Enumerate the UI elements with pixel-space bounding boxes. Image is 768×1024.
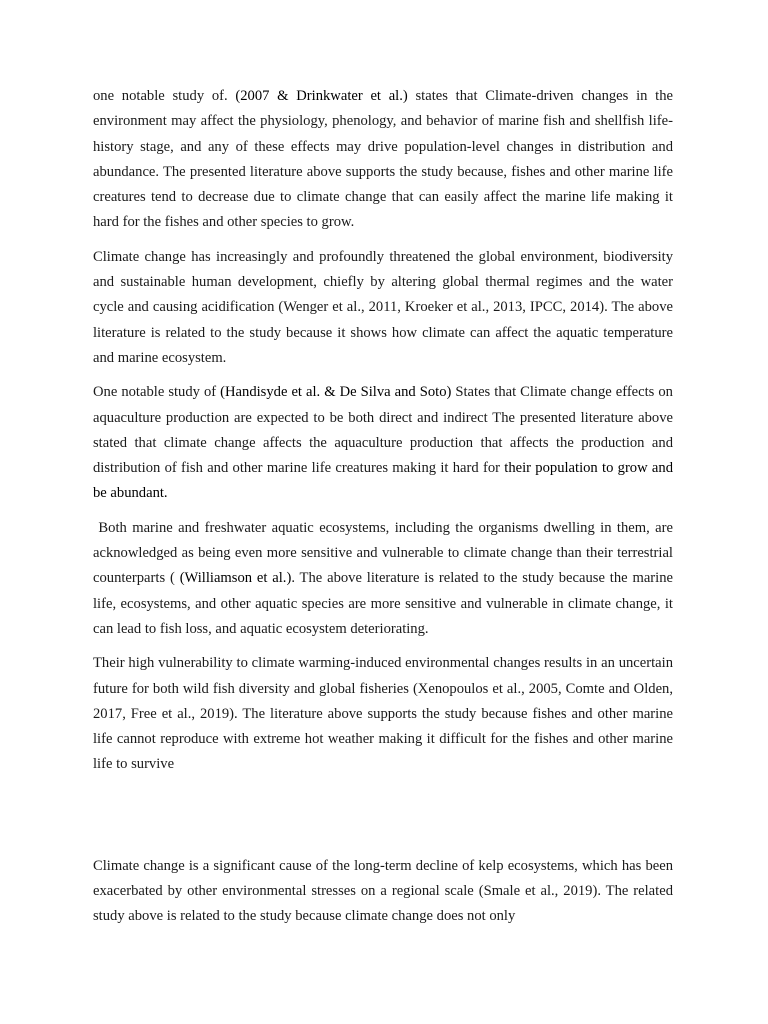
paragraph-smale: [93, 854, 673, 930]
citation: (Williamson et al.): [179, 570, 292, 587]
text-segment: States that Climate change effects on aquaculture production are expected to be both direct and indirect The presented literature above stated that climate change affects the aquaculture production that affects the production and distribution of fish and other marine life creatures making it hard for: [93, 384, 673, 477]
paragraph-xenopoulos: [93, 651, 673, 777]
text-segment: states that Climate-driven changes in the environment may affect the physiology, phenology, and behavior of marine fish and shellfish life-history stage, and any of these effects may drive population-level changes in distribution and abundance. The presented literature above supports the study because, fishes and other marine life creatures tend to decrease due to climate change that can easily affect the marine life making it hard for the fishes and other species to grow.: [93, 88, 673, 231]
paragraph-williamson: [93, 516, 673, 642]
paragraph-drinkwater: [93, 84, 673, 236]
text-segment: . The above literature is related to the study because the marine life, ecosystems, and other aquatic species are more sensitive and vulnerable in climate change, it can lead to fish loss, and aquatic ecosystem deteriorating.: [93, 570, 673, 637]
blank-space: [93, 787, 673, 854]
text-segment: Climate change is a significant cause of the long-term decline of kelp ecosystems, which has been exacerbated by other environmental stresses on a regional scale (Smale et al., 2019). The related study above is related to the study because climate change does not only: [93, 857, 673, 925]
text-segment: their population to grow and be abundant.: [93, 460, 673, 502]
citation: (Handisyde et al. & De Silva and Soto): [220, 384, 452, 401]
document-page: [93, 84, 673, 939]
text-segment: Both marine and freshwater aquatic ecosystems, including the organisms dwelling in them, are acknowledged as being even more sensitive and vulnerable to climate change than their terrestrial counterparts (: [93, 519, 673, 587]
text-segment: one notable study of.: [93, 88, 236, 104]
text-segment: Their high vulnerability to climate warming-induced environmental changes results in an uncertain future for both wild fish diversity and global fisheries (Xenopoulos et al., 2005, Comte and Olden, 2017, Free et al., 2019). The literature above supports the study because fishes and other marine life cannot reproduce with extreme hot weather making it difficult for the fishes and other marine life to survive: [93, 655, 673, 773]
citation: (2007 & Drinkwater et al.): [235, 88, 408, 104]
text-segment: Climate change has increasingly and profoundly threatened the global environment, biodiversity and sustainable human development, chiefly by altering global thermal regimes and the water cycle and causing acidification (Wenger et al., 2011, Kroeker et al., 2013, IPCC, 2014). The above literature is related to the study because it shows how climate can affect the aquatic temperature and marine ecosystem.: [93, 248, 673, 366]
paragraph-handisyde: [93, 380, 673, 506]
text-segment: One notable study of: [93, 384, 221, 401]
paragraph-wenger: [93, 245, 673, 371]
